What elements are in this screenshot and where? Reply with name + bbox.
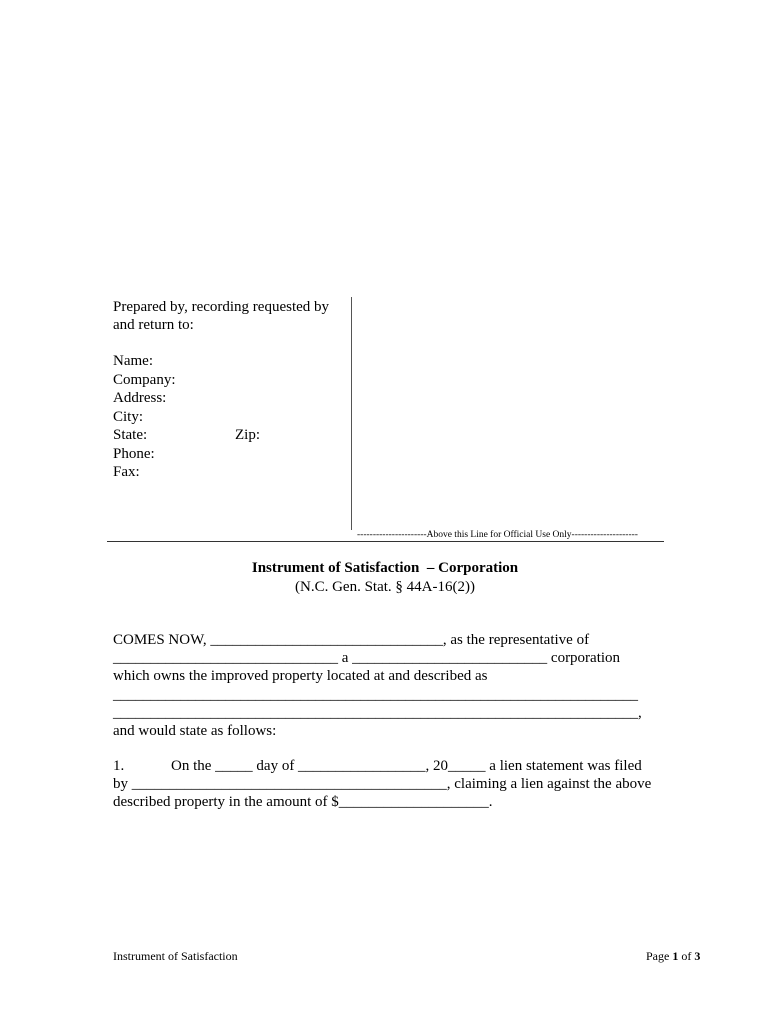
item-1-number: 1. [113, 758, 125, 774]
body-line-1: COMES NOW, _______________________________, as the representative of [113, 632, 590, 648]
statute-citation: (N.C. Gen. Stat. § 44A-16(2)) [295, 579, 475, 595]
zip-label: Zip: [235, 427, 260, 443]
state-label: State: [113, 427, 148, 443]
item-1-line-2: by __________________________________________, claiming a lien against the above [113, 776, 652, 792]
name-label: Name: [113, 353, 153, 369]
document-title: Instrument of Satisfaction – Corporation [251, 560, 519, 576]
body-line-3: which owns the improved property located at and described as [113, 668, 488, 684]
prepared-by-line2: and return to: [113, 317, 194, 333]
page-indicator [646, 949, 700, 964]
city-label: City: [113, 409, 144, 425]
company-label: Company: [113, 372, 176, 388]
prepared-by-line1: Prepared by, recording requested by [113, 299, 330, 315]
header-divider-horizontal [107, 541, 664, 542]
page-total: 3 [694, 949, 701, 963]
item-1-line-1: On the _____ day of _________________, 20_____ a lien statement was filed [171, 758, 642, 774]
address-label: Address: [113, 390, 167, 406]
page-number: 1 [672, 949, 679, 963]
body-line-4: ______________________________________________________________________ [113, 687, 638, 703]
page-of-label: of [678, 949, 695, 963]
header-divider-vertical [351, 297, 352, 530]
body-line-2: ______________________________ a __________________________ corporation [113, 650, 621, 666]
official-use-line: ----------------------Above this Line for Official Use Only--------------------- [357, 530, 638, 540]
footer-title: Instrument of Satisfaction [113, 949, 238, 963]
page-label: Page [646, 949, 673, 963]
body-line-5: ______________________________________________________________________, [113, 705, 642, 721]
body-line-6: and would state as follows: [113, 723, 277, 739]
phone-label: Phone: [113, 446, 155, 462]
item-1-line-3: described property in the amount of $____________________. [113, 794, 493, 810]
fax-label: Fax: [113, 464, 140, 480]
